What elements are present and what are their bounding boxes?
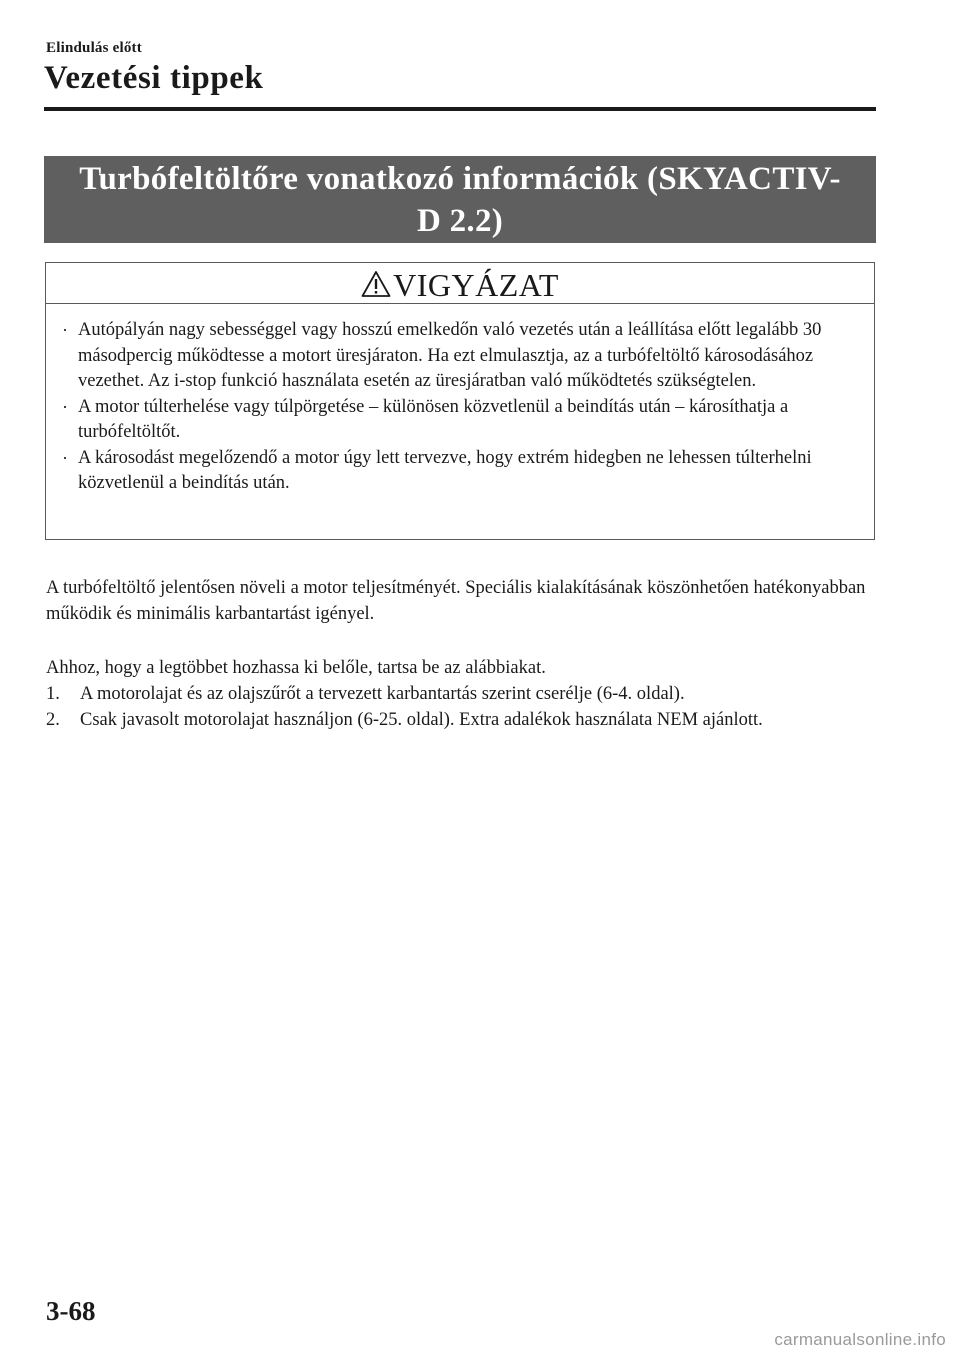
section-title-banner <box>44 156 876 243</box>
caution-item-text: A motor túlterhelése vagy túlpörgetése – különösen közvetlenül a beindítás után – károsíthatja a turbófeltöltőt. <box>78 396 789 442</box>
step-text: Csak javasolt motorolajat használjon (6-25. oldal). Extra adalékok használata NEM ajánlott. <box>80 709 763 730</box>
caution-item <box>62 446 854 497</box>
chapter-title: Vezetési tippek <box>44 60 264 96</box>
steps-lead-paragraph: Ahhoz, hogy a legtöbbet hozhassa ki belőle, tartsa be az alábbiakat. <box>46 658 546 678</box>
section-title: Turbófeltöltőre vonatkozó információk (SKYACTIV-D 2.2) <box>79 160 841 239</box>
step-item <box>46 708 866 734</box>
bullet: · <box>62 447 68 468</box>
section-kicker: Elindulás előtt <box>46 40 142 56</box>
bullet: · <box>62 396 68 417</box>
caution-header <box>46 263 874 304</box>
header-divider <box>44 107 876 111</box>
steps-list <box>46 682 866 733</box>
step-text: A motorolajat és az olajszűrőt a tervezett karbantartás szerint cserélje (6-4. oldal). <box>80 684 685 704</box>
intro-paragraph: A turbófeltöltő jelentősen növeli a motor teljesítményét. Speciális kialakításának köszönhetően hatékonyabban működik és minimális karbantartást igényel. <box>46 578 866 624</box>
caution-label: VIGYÁZAT <box>393 267 559 303</box>
step-number: 1. <box>46 684 60 704</box>
page-number: 3-68 <box>46 1296 96 1326</box>
step-item <box>46 682 866 708</box>
caution-box <box>45 262 875 540</box>
caution-list <box>46 304 874 497</box>
watermark: carmanualsonline.info <box>774 1330 946 1349</box>
caution-item-text: A károsodást megelőzendő a motor úgy lett tervezve, hogy extrém hidegben ne lehessen túlterhelni közvetlenül a beindítás után. <box>78 447 812 493</box>
caution-item-text: Autópályán nagy sebességgel vagy hosszú emelkedőn való vezetés után a leállítása előtt legalább 30 másodpercig működtesse a motort üresjáraton. Ha ezt elmulasztja, az a turbófeltöltő károsodásához vezethet. Az i-stop funkció használata esetén az üresjáratban való működtetés szükségtelen. <box>78 320 822 391</box>
step-number: 2. <box>46 709 60 730</box>
bullet: · <box>62 320 68 340</box>
caution-item <box>62 395 854 446</box>
warning-triangle-icon <box>361 270 391 298</box>
caution-item <box>62 318 854 395</box>
